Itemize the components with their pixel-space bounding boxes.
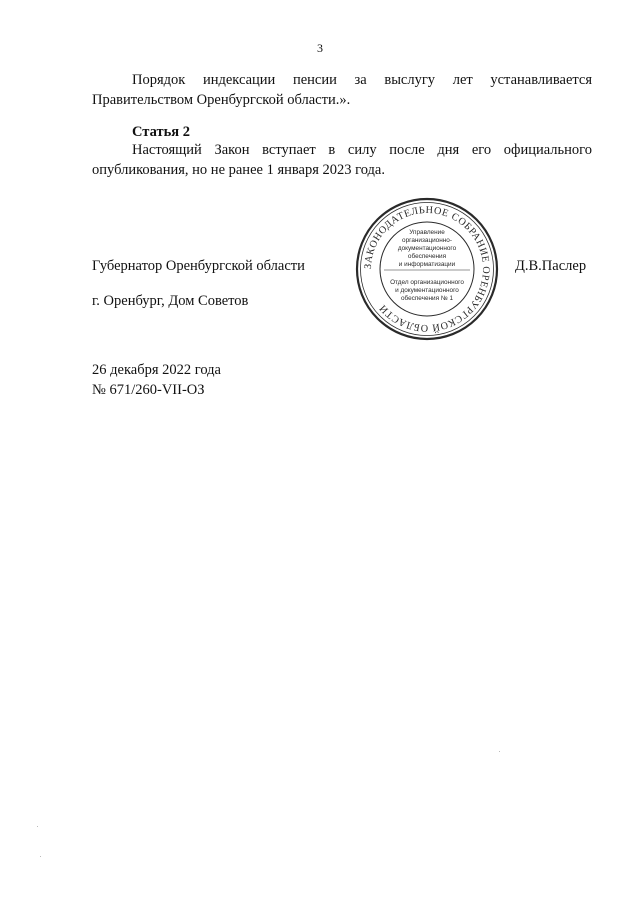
seal-inner-line: документационного bbox=[397, 245, 457, 252]
scan-speck bbox=[499, 751, 500, 752]
scan-speck bbox=[37, 826, 38, 827]
seal-inner-line: и документационного bbox=[395, 287, 459, 294]
signatory-name: Д.В.Паслер bbox=[515, 258, 587, 274]
page-number: 3 bbox=[317, 41, 323, 55]
seal-inner-line: организационно- bbox=[402, 237, 452, 244]
signatory-position: Губернатор Оренбургской области bbox=[92, 258, 305, 274]
article-heading: Статья 2 bbox=[132, 124, 190, 140]
paragraph-pension-indexation: Порядок индексации пенсии за выслугу лет устанавливается Правительством Оренбургской области.». bbox=[92, 72, 592, 108]
document-date: 26 декабря 2022 года bbox=[92, 362, 221, 378]
seal-inner-line: обеспечения № 1 bbox=[400, 295, 454, 302]
seal-graphic bbox=[354, 196, 500, 342]
seal-outer-text: ЗАКОНОДАТЕЛЬНОЕ СОБРАНИЕ ОРЕНБУРГСКОЙ ОБЛАСТИ bbox=[362, 204, 492, 334]
paragraph-entry-into-force: Настоящий Закон вступает в силу после дня его официального опубликования, но не ранее 1 января 2023 года. bbox=[92, 142, 592, 178]
law-number: № 671/260-VII-ОЗ bbox=[92, 382, 205, 398]
seal-inner-line: и информатизации bbox=[398, 261, 456, 268]
seal-inner-line: обеспечения bbox=[407, 253, 447, 260]
seal-inner-line: Отдел организационного bbox=[390, 279, 464, 286]
scan-speck bbox=[40, 856, 41, 857]
seal-inner-line: Управление bbox=[409, 229, 445, 236]
signing-place: г. Оренбург, Дом Советов bbox=[92, 293, 249, 309]
official-seal bbox=[354, 196, 500, 342]
